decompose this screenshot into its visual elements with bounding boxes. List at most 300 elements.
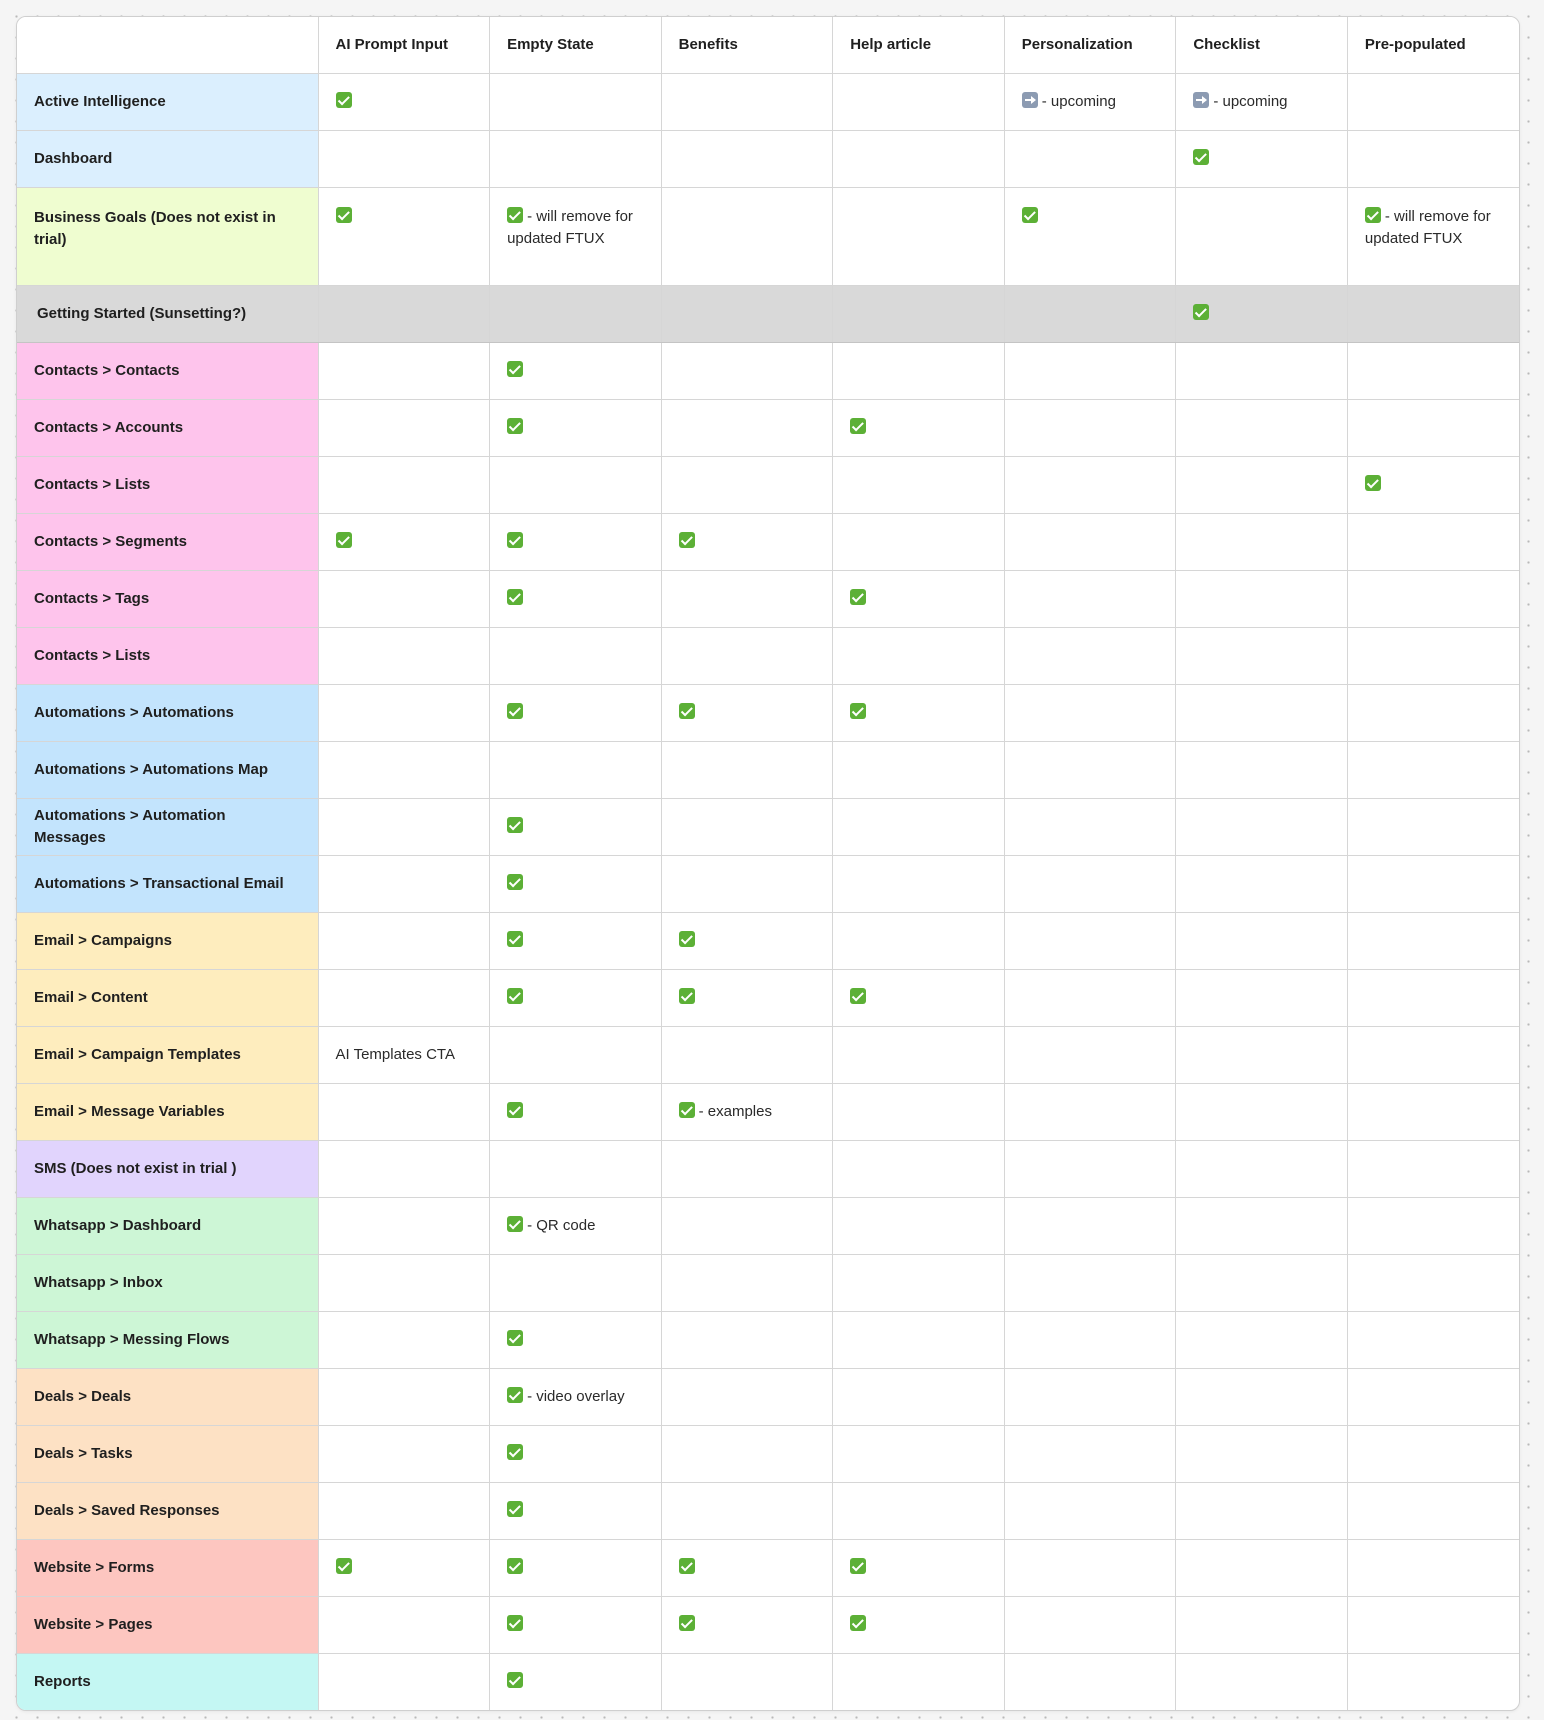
table-cell[interactable] [661, 1141, 833, 1198]
check-mark-icon [850, 418, 866, 434]
table-cell[interactable] [833, 131, 1005, 188]
table-cell[interactable] [833, 742, 1005, 799]
table-cell[interactable] [1347, 1483, 1519, 1540]
table-cell[interactable] [490, 913, 662, 970]
check-mark-icon [507, 988, 523, 1004]
row-label-cell[interactable]: Contacts > Accounts [17, 400, 318, 457]
check-mark-icon [850, 988, 866, 1004]
check-mark-icon [850, 1558, 866, 1574]
table-cell[interactable] [661, 343, 833, 400]
table-cell[interactable] [833, 286, 1005, 343]
row-label-cell[interactable]: Website > Pages [17, 1597, 318, 1654]
row-label-cell[interactable]: Active Intelligence [17, 74, 318, 131]
table-cell[interactable] [318, 1654, 490, 1711]
table-cell[interactable] [1004, 1540, 1176, 1597]
check-mark-icon [507, 589, 523, 605]
table-row [17, 188, 1519, 286]
table-cell[interactable] [1176, 457, 1348, 514]
table-cell[interactable] [1176, 1255, 1348, 1312]
table-cell[interactable] [318, 343, 490, 400]
table-cell[interactable] [833, 1540, 1005, 1597]
table-cell[interactable] [490, 1198, 662, 1255]
check-mark-icon [507, 1672, 523, 1688]
table-row [17, 970, 1519, 1027]
table-cell[interactable] [318, 1426, 490, 1483]
table-cell[interactable] [318, 856, 490, 913]
table-cell[interactable] [1176, 1312, 1348, 1369]
cell-note: - will remove for updated FTUX [1364, 208, 1491, 247]
table-row [17, 1369, 1519, 1426]
check-mark-icon [1193, 149, 1209, 165]
table-cell[interactable] [1004, 400, 1176, 457]
cell-text: AI Templates CTA [335, 1046, 455, 1063]
table-row [17, 1141, 1519, 1198]
table-cell[interactable] [318, 514, 490, 571]
table-cell[interactable] [1347, 1369, 1519, 1426]
table-cell[interactable] [318, 131, 490, 188]
table-cell[interactable] [1004, 628, 1176, 685]
row-label-cell[interactable]: Website > Forms [17, 1540, 318, 1597]
table-cell[interactable] [1347, 457, 1519, 514]
table-cell[interactable] [833, 970, 1005, 1027]
check-mark-icon [1022, 207, 1038, 223]
table-row [17, 1198, 1519, 1255]
table-cell[interactable] [1004, 74, 1176, 131]
row-label-cell[interactable]: Email > Message Variables [17, 1084, 318, 1141]
table-cell[interactable] [490, 1597, 662, 1654]
table-cell[interactable] [490, 343, 662, 400]
table-cell[interactable] [1347, 131, 1519, 188]
table-cell[interactable] [1347, 1597, 1519, 1654]
table-cell[interactable] [661, 131, 833, 188]
row-label-cell[interactable]: Email > Content [17, 970, 318, 1027]
table-cell[interactable] [1004, 286, 1176, 343]
table-row [17, 628, 1519, 685]
right-arrow-icon [1022, 92, 1038, 108]
column-header[interactable]: AI Prompt Input [318, 17, 490, 74]
row-label-cell[interactable]: Email > Campaigns [17, 913, 318, 970]
check-mark-icon [679, 703, 695, 719]
check-mark-icon [507, 1444, 523, 1460]
table-cell[interactable] [1004, 571, 1176, 628]
table-cell[interactable] [1004, 1084, 1176, 1141]
table-cell[interactable] [661, 1027, 833, 1084]
table-cell[interactable] [490, 856, 662, 913]
table-cell[interactable] [661, 188, 833, 286]
table-cell[interactable] [1004, 742, 1176, 799]
table-cell[interactable] [1004, 1597, 1176, 1654]
table-cell[interactable] [318, 1483, 490, 1540]
table-cell[interactable] [1176, 1483, 1348, 1540]
table-cell[interactable] [1004, 1483, 1176, 1540]
table-row [17, 1084, 1519, 1141]
table-cell[interactable] [833, 628, 1005, 685]
table-cell[interactable] [1347, 286, 1519, 343]
check-mark-icon [507, 532, 523, 548]
table-cell[interactable] [1176, 1084, 1348, 1141]
row-label-cell[interactable]: Automations > Automations Map [17, 742, 318, 799]
row-label-cell[interactable]: Dashboard [17, 131, 318, 188]
row-label-cell[interactable]: Automations > Automation Messages [17, 799, 318, 856]
table-cell[interactable] [833, 1654, 1005, 1711]
table-cell[interactable] [318, 457, 490, 514]
table-cell[interactable] [1176, 913, 1348, 970]
table-cell[interactable] [1004, 1027, 1176, 1084]
check-mark-icon [507, 874, 523, 890]
header-corner-cell[interactable] [17, 17, 318, 74]
check-mark-icon [679, 1615, 695, 1631]
table-cell[interactable] [490, 685, 662, 742]
table-cell[interactable] [1004, 913, 1176, 970]
table-cell[interactable] [1347, 514, 1519, 571]
table-cell[interactable] [833, 1084, 1005, 1141]
column-header[interactable]: Benefits [661, 17, 833, 74]
table-row [17, 400, 1519, 457]
table-cell[interactable] [661, 514, 833, 571]
table-cell[interactable] [1176, 1369, 1348, 1426]
check-mark-icon [1365, 475, 1381, 491]
table-cell[interactable] [833, 1255, 1005, 1312]
check-mark-icon [679, 931, 695, 947]
table-cell[interactable] [1347, 343, 1519, 400]
table-cell[interactable] [490, 74, 662, 131]
table-cell[interactable] [661, 1369, 833, 1426]
row-label-cell[interactable]: Contacts > Lists [17, 457, 318, 514]
table-cell[interactable] [1347, 685, 1519, 742]
table-cell[interactable] [490, 1027, 662, 1084]
table-cell[interactable] [1176, 343, 1348, 400]
table-cell[interactable] [1004, 1312, 1176, 1369]
table-row [17, 571, 1519, 628]
row-label-cell[interactable]: Whatsapp > Messing Flows [17, 1312, 318, 1369]
table-cell[interactable] [490, 571, 662, 628]
check-mark-icon [507, 1330, 523, 1346]
table-cell[interactable] [661, 1084, 833, 1141]
table-cell[interactable] [318, 1597, 490, 1654]
table-cell[interactable] [490, 286, 662, 343]
column-header[interactable]: Checklist [1176, 17, 1348, 74]
row-label-cell[interactable]: Deals > Saved Responses [17, 1483, 318, 1540]
table-cell[interactable] [1347, 74, 1519, 131]
table-cell[interactable] [833, 1426, 1005, 1483]
table-row [17, 1027, 1519, 1084]
table-cell[interactable] [1004, 1654, 1176, 1711]
table-cell[interactable] [833, 571, 1005, 628]
table-cell[interactable] [490, 628, 662, 685]
table-cell[interactable] [1176, 628, 1348, 685]
table-row [17, 1255, 1519, 1312]
table-cell[interactable] [318, 400, 490, 457]
table-cell[interactable] [661, 856, 833, 913]
row-label-cell[interactable]: Whatsapp > Dashboard [17, 1198, 318, 1255]
table-cell[interactable] [1004, 1255, 1176, 1312]
check-mark-icon [507, 361, 523, 377]
row-label-cell[interactable]: Automations > Transactional Email [17, 856, 318, 913]
table-cell[interactable] [1347, 571, 1519, 628]
table-row [17, 1312, 1519, 1369]
table-cell[interactable] [661, 457, 833, 514]
table-cell[interactable] [1347, 400, 1519, 457]
table-cell[interactable] [833, 1198, 1005, 1255]
row-label-cell[interactable]: Whatsapp > Inbox [17, 1255, 318, 1312]
table-cell[interactable] [661, 1198, 833, 1255]
table-cell[interactable] [490, 1084, 662, 1141]
table-cell[interactable] [661, 286, 833, 343]
table-cell[interactable] [1347, 1426, 1519, 1483]
table-cell[interactable] [1176, 74, 1348, 131]
table-cell[interactable] [1004, 685, 1176, 742]
table-cell[interactable] [1347, 628, 1519, 685]
feature-matrix-board [16, 16, 1520, 1711]
table-row [17, 856, 1519, 913]
table-cell[interactable] [1176, 286, 1348, 343]
check-mark-icon [850, 703, 866, 719]
table-cell[interactable] [1176, 514, 1348, 571]
row-label-cell[interactable]: Contacts > Lists [17, 628, 318, 685]
table-row [17, 1426, 1519, 1483]
table-cell[interactable] [1176, 970, 1348, 1027]
table-cell[interactable] [661, 1483, 833, 1540]
table-cell[interactable] [661, 1654, 833, 1711]
table-cell[interactable] [661, 742, 833, 799]
table-cell[interactable] [490, 1141, 662, 1198]
table-cell[interactable] [661, 1312, 833, 1369]
table-cell[interactable] [318, 74, 490, 131]
table-cell[interactable] [1004, 457, 1176, 514]
row-label-cell[interactable]: Deals > Tasks [17, 1426, 318, 1483]
row-label-cell[interactable]: Contacts > Tags [17, 571, 318, 628]
table-cell[interactable] [1176, 1027, 1348, 1084]
feature-matrix-table [17, 17, 1519, 1710]
table-cell[interactable] [833, 514, 1005, 571]
table-cell[interactable] [661, 1597, 833, 1654]
table-cell[interactable] [1004, 514, 1176, 571]
table-cell[interactable] [1347, 970, 1519, 1027]
check-mark-icon [1365, 207, 1381, 223]
table-cell[interactable] [490, 457, 662, 514]
table-cell[interactable] [833, 1141, 1005, 1198]
table-cell[interactable] [1176, 856, 1348, 913]
table-cell[interactable] [490, 188, 662, 286]
table-row [17, 1540, 1519, 1597]
check-mark-icon [1193, 304, 1209, 320]
table-cell[interactable] [1347, 1312, 1519, 1369]
table-header [17, 17, 1519, 74]
table-cell[interactable] [1004, 856, 1176, 913]
column-header[interactable]: Pre-populated [1347, 17, 1519, 74]
check-mark-icon [679, 1102, 695, 1118]
check-mark-icon [336, 1558, 352, 1574]
table-cell[interactable] [490, 1426, 662, 1483]
table-cell[interactable] [1004, 1198, 1176, 1255]
table-cell[interactable] [1176, 571, 1348, 628]
table-cell[interactable] [1176, 1540, 1348, 1597]
check-mark-icon [336, 532, 352, 548]
table-cell[interactable] [490, 1369, 662, 1426]
table-row [17, 1654, 1519, 1711]
column-header[interactable]: Empty State [490, 17, 662, 74]
row-label-cell[interactable]: Contacts > Contacts [17, 343, 318, 400]
row-label-cell[interactable]: SMS (Does not exist in trial ) [17, 1141, 318, 1198]
row-label-cell[interactable]: Email > Campaign Templates [17, 1027, 318, 1084]
row-label-cell[interactable]: Automations > Automations [17, 685, 318, 742]
table-cell[interactable] [1004, 1426, 1176, 1483]
table-cell[interactable] [1347, 799, 1519, 856]
table-cell[interactable] [318, 685, 490, 742]
table-cell[interactable] [1004, 1369, 1176, 1426]
table-cell[interactable] [1176, 1654, 1348, 1711]
table-cell[interactable] [661, 74, 833, 131]
table-cell[interactable] [490, 970, 662, 1027]
table-cell[interactable] [833, 1369, 1005, 1426]
table-cell[interactable] [1347, 1027, 1519, 1084]
table-cell[interactable] [1176, 400, 1348, 457]
table-cell[interactable] [490, 799, 662, 856]
table-cell[interactable] [490, 1540, 662, 1597]
table-cell[interactable] [318, 188, 490, 286]
table-cell[interactable] [833, 1027, 1005, 1084]
table-cell[interactable] [1004, 970, 1176, 1027]
cell-note: - examples [698, 1103, 772, 1120]
table-row [17, 742, 1519, 799]
table-cell[interactable] [318, 1369, 490, 1426]
table-row [17, 457, 1519, 514]
table-cell[interactable] [661, 571, 833, 628]
table-cell[interactable] [661, 1255, 833, 1312]
right-arrow-icon [1193, 92, 1209, 108]
table-cell[interactable] [1176, 1426, 1348, 1483]
cell-note: - upcoming [1041, 93, 1116, 110]
table-cell[interactable] [1347, 742, 1519, 799]
table-cell[interactable] [1347, 188, 1519, 286]
table-cell[interactable] [833, 1483, 1005, 1540]
table-cell[interactable] [661, 799, 833, 856]
check-mark-icon [507, 817, 523, 833]
table-row [17, 799, 1519, 856]
table-cell[interactable] [661, 1540, 833, 1597]
table-cell[interactable] [318, 1540, 490, 1597]
table-row [17, 514, 1519, 571]
table-cell[interactable] [833, 799, 1005, 856]
table-cell[interactable] [1176, 1141, 1348, 1198]
table-cell[interactable] [833, 74, 1005, 131]
table-cell[interactable] [490, 514, 662, 571]
table-cell[interactable] [318, 1027, 490, 1084]
table-cell[interactable] [1347, 1141, 1519, 1198]
table-cell[interactable] [318, 1312, 490, 1369]
table-cell[interactable] [833, 400, 1005, 457]
check-mark-icon [679, 532, 695, 548]
table-cell[interactable] [661, 913, 833, 970]
table-cell[interactable] [661, 970, 833, 1027]
table-cell[interactable] [1176, 131, 1348, 188]
table-cell[interactable] [1176, 742, 1348, 799]
table-cell[interactable] [318, 1255, 490, 1312]
table-cell[interactable] [1347, 1540, 1519, 1597]
table-cell[interactable] [1176, 685, 1348, 742]
table-row [17, 1597, 1519, 1654]
table-row [17, 685, 1519, 742]
table-cell[interactable] [833, 1597, 1005, 1654]
table-cell[interactable] [318, 1141, 490, 1198]
table-cell[interactable] [318, 571, 490, 628]
table-cell[interactable] [833, 685, 1005, 742]
row-label-cell[interactable]: Contacts > Segments [17, 514, 318, 571]
table-cell[interactable] [1176, 1597, 1348, 1654]
table-cell[interactable] [1347, 856, 1519, 913]
table-cell[interactable] [661, 685, 833, 742]
table-cell[interactable] [490, 742, 662, 799]
check-mark-icon [507, 1216, 523, 1232]
table-cell[interactable] [1004, 1141, 1176, 1198]
check-mark-icon [507, 703, 523, 719]
table-cell[interactable] [833, 856, 1005, 913]
table-cell[interactable] [1176, 799, 1348, 856]
table-cell[interactable] [490, 1654, 662, 1711]
table-cell[interactable] [490, 400, 662, 457]
table-cell[interactable] [833, 913, 1005, 970]
table-cell[interactable] [661, 628, 833, 685]
table-cell[interactable] [318, 628, 490, 685]
table-cell[interactable] [1347, 1198, 1519, 1255]
table-cell[interactable] [1347, 1654, 1519, 1711]
table-cell[interactable] [490, 1312, 662, 1369]
table-cell[interactable] [1004, 131, 1176, 188]
table-cell[interactable] [833, 457, 1005, 514]
table-cell[interactable] [318, 742, 490, 799]
table-cell[interactable] [1004, 343, 1176, 400]
table-cell[interactable] [490, 1483, 662, 1540]
table-cell[interactable] [833, 343, 1005, 400]
table-cell[interactable] [1176, 188, 1348, 286]
check-mark-icon [507, 1387, 523, 1403]
row-label-cell[interactable]: Reports [17, 1654, 318, 1711]
column-header[interactable]: Personalization [1004, 17, 1176, 74]
table-cell[interactable] [833, 188, 1005, 286]
column-header[interactable]: Help article [833, 17, 1005, 74]
check-mark-icon [507, 1615, 523, 1631]
table-cell[interactable] [318, 286, 490, 343]
check-mark-icon [507, 1558, 523, 1574]
table-cell[interactable] [1347, 1255, 1519, 1312]
table-row [17, 131, 1519, 188]
cell-note: - upcoming [1213, 93, 1288, 110]
table-cell[interactable] [318, 913, 490, 970]
table-cell[interactable] [318, 970, 490, 1027]
table-row [17, 286, 1519, 343]
table-cell[interactable] [1176, 1198, 1348, 1255]
table-cell[interactable] [1004, 799, 1176, 856]
row-label-cell[interactable]: Deals > Deals [17, 1369, 318, 1426]
table-cell[interactable] [490, 1255, 662, 1312]
table-cell[interactable] [318, 799, 490, 856]
check-mark-icon [507, 418, 523, 434]
table-row [17, 1483, 1519, 1540]
check-mark-icon [507, 1501, 523, 1517]
table-cell[interactable] [1004, 188, 1176, 286]
row-label-cell[interactable]: Getting Started (Sunsetting?) [17, 286, 318, 343]
table-cell[interactable] [318, 1198, 490, 1255]
cell-note: - video overlay [527, 1388, 625, 1405]
table-cell[interactable] [490, 131, 662, 188]
row-label-cell[interactable]: Business Goals (Does not exist in trial) [17, 188, 318, 286]
table-cell[interactable] [833, 1312, 1005, 1369]
table-cell[interactable] [1347, 913, 1519, 970]
table-cell[interactable] [661, 400, 833, 457]
table-cell[interactable] [661, 1426, 833, 1483]
table-cell[interactable] [1347, 1084, 1519, 1141]
table-cell[interactable] [318, 1084, 490, 1141]
